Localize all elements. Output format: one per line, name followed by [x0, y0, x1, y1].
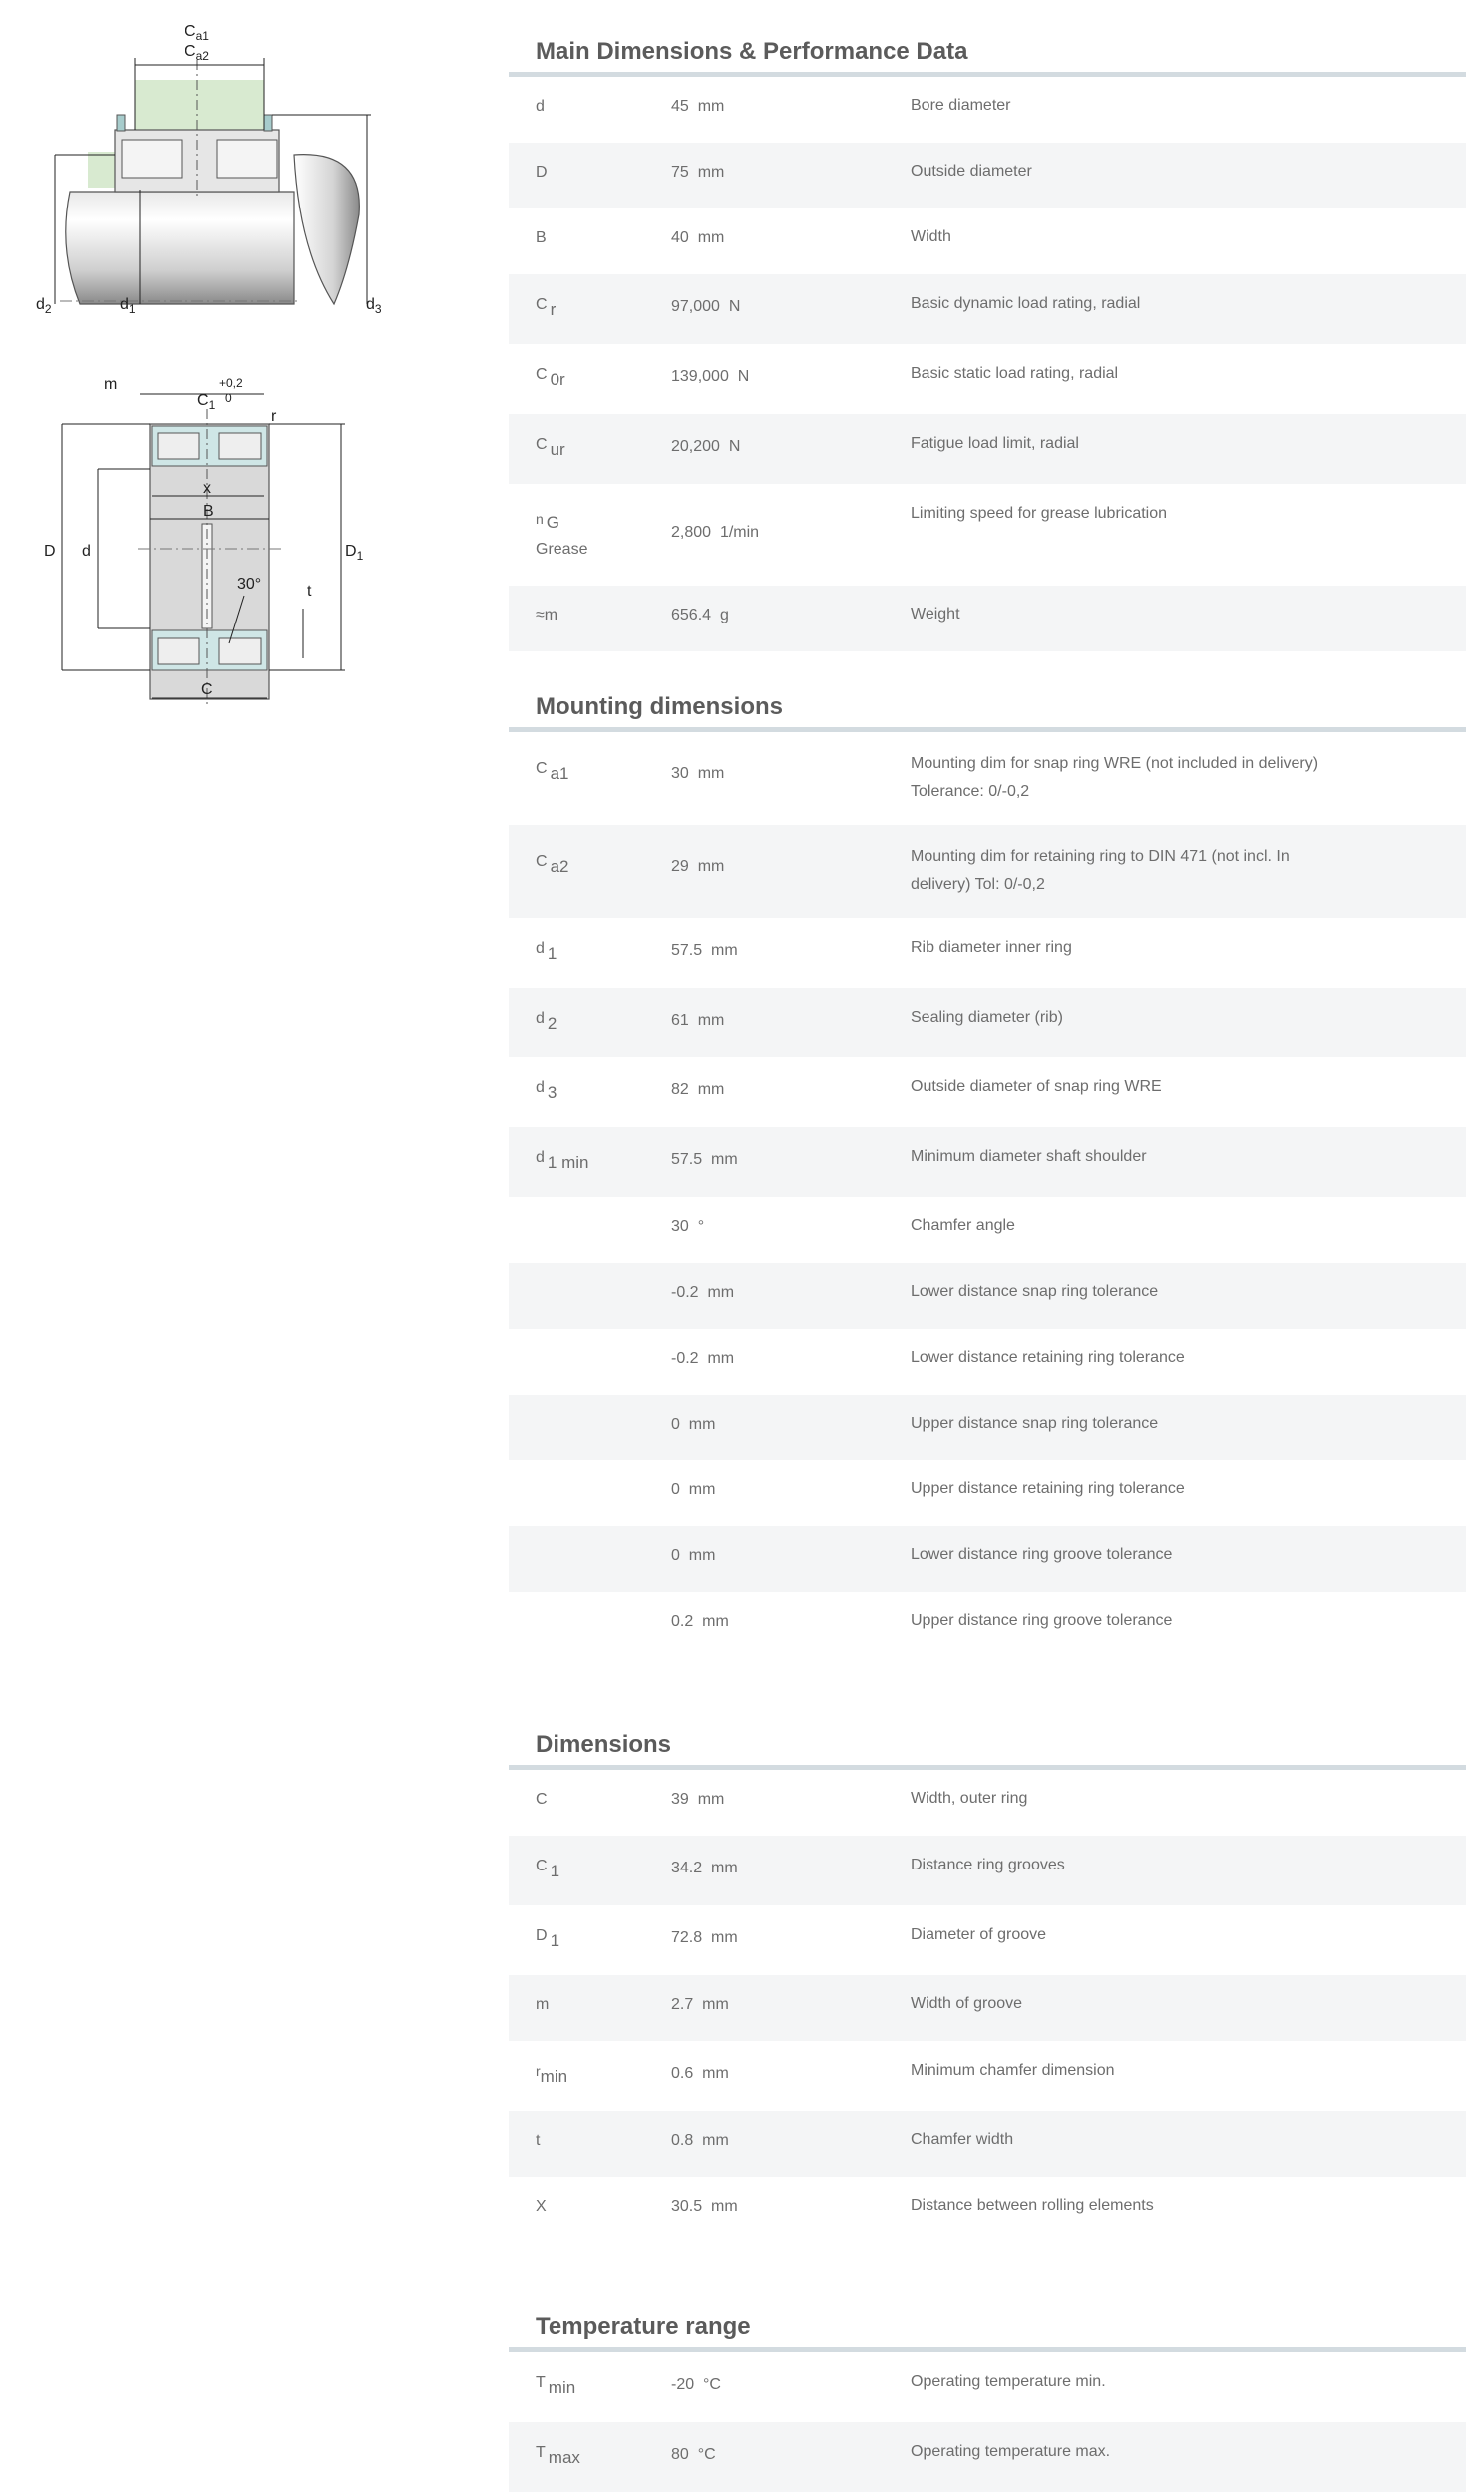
row-value: 72.8	[671, 1929, 703, 1946]
row-unit: mm	[711, 1929, 738, 1946]
row-symbol-sub: 0r	[550, 370, 565, 389]
m-label: m	[104, 376, 118, 393]
row-symbol: C	[536, 1791, 548, 1808]
d3-label: $d_3$	[366, 296, 382, 316]
row-value: 0	[671, 1547, 680, 1564]
row-unit: mm	[711, 2198, 738, 2215]
row-symbol: C	[536, 853, 548, 870]
row-description: Basic dynamic load rating, radial	[911, 295, 1141, 312]
row-unit: mm	[711, 1151, 738, 1168]
table-row	[509, 1263, 1466, 1329]
row-description: Lower distance retaining ring tolerance	[911, 1349, 1185, 1366]
row-description: Minimum diameter shaft shoulder	[911, 1148, 1147, 1165]
row-symbol-line2: Grease	[536, 541, 588, 558]
table-row	[509, 1592, 1466, 1658]
row-symbol-sub: ur	[550, 440, 565, 459]
row-value: 57.5	[671, 942, 703, 959]
table-row	[509, 344, 1466, 414]
shaft	[66, 192, 294, 304]
row-value: 34.2	[671, 1860, 703, 1876]
t-label: t	[307, 583, 312, 600]
ca2-label: $C_{a2}$	[185, 43, 209, 63]
row-unit: mm	[688, 1547, 716, 1564]
row-description: Minimum chamfer dimension	[911, 2062, 1115, 2079]
housing-green	[135, 80, 264, 132]
row-value: 39	[671, 1791, 689, 1808]
snap-ring-left	[117, 115, 125, 131]
row-description: Rib diameter inner ring	[911, 939, 1072, 956]
table-row	[509, 732, 1466, 825]
row-description: Distance ring grooves	[911, 1857, 1065, 1873]
row-description: Basic static load rating, radial	[911, 365, 1119, 382]
row-symbol: n	[536, 511, 544, 527]
row-symbol: D	[536, 164, 548, 181]
row-description: Fatigue load limit, radial	[911, 435, 1079, 452]
table-row	[509, 2422, 1466, 2492]
row-value: -0.2	[671, 1284, 699, 1301]
table-row	[509, 1975, 1466, 2041]
table-row	[509, 2177, 1466, 2243]
row-description: Sealing diameter (rib)	[911, 1009, 1063, 1026]
row-value: 0.2	[671, 1613, 694, 1630]
table-row	[509, 484, 1466, 586]
roller-bottom-right	[219, 638, 261, 664]
row-symbol: ≈m	[536, 607, 558, 623]
table-row	[509, 918, 1466, 988]
row-symbol: C	[536, 436, 548, 453]
row-symbol-sub: min	[548, 2378, 576, 2397]
bearing-technical-drawing	[0, 0, 419, 718]
row-description: Limiting speed for grease lubrication	[911, 505, 1168, 522]
row-symbol-sub: 1	[547, 944, 557, 963]
row-symbol: r	[536, 2063, 541, 2079]
row-description: Width	[911, 228, 951, 245]
table-row	[509, 825, 1466, 918]
table-row	[509, 586, 1466, 651]
row-unit: mm	[697, 1791, 725, 1808]
row-description: Outside diameter	[911, 163, 1032, 180]
row-unit: mm	[697, 229, 725, 246]
row-unit: mm	[697, 98, 725, 115]
c-label: C	[201, 681, 213, 698]
section-title-main: Main Dimensions & Performance Data	[509, 38, 1466, 77]
table-row	[509, 77, 1466, 143]
row-value: 61	[671, 1012, 689, 1029]
roller-left	[122, 140, 182, 178]
row-unit: mm	[702, 2132, 729, 2149]
top-drawing	[36, 23, 382, 316]
row-value: 45	[671, 98, 689, 115]
row-unit: mm	[702, 1613, 729, 1630]
roller-top-left	[158, 433, 199, 459]
ca1-label: $C_{a1}$	[185, 23, 209, 43]
shaft-end	[294, 155, 359, 304]
section-main	[509, 38, 1466, 651]
table-row	[509, 1395, 1466, 1460]
section-title-mounting: Mounting dimensions	[509, 693, 1466, 732]
section-mounting	[509, 693, 1466, 1658]
table-row	[509, 143, 1466, 208]
row-unit: mm	[707, 1284, 735, 1301]
row-value: 0	[671, 1416, 680, 1433]
row-symbol: C	[536, 760, 548, 777]
row-description-line2: delivery) Tol: 0/-0,2	[911, 876, 1045, 893]
bearing-drawings	[0, 0, 419, 718]
row-description: Upper distance snap ring tolerance	[911, 1415, 1159, 1432]
D-label: D	[44, 543, 56, 560]
row-unit: mm	[707, 1350, 735, 1367]
row-value: 20,200	[671, 438, 720, 455]
row-unit: 1/min	[719, 524, 760, 541]
row-symbol: d	[536, 1079, 545, 1096]
row-value: 29	[671, 858, 689, 875]
row-unit: N	[728, 298, 741, 315]
row-description: Upper distance retaining ring tolerance	[911, 1480, 1185, 1497]
table-row	[509, 1905, 1466, 1975]
table-mounting	[509, 732, 1466, 1658]
roller-right	[217, 140, 277, 178]
row-value: 30	[671, 1218, 689, 1235]
table-row	[509, 1329, 1466, 1395]
row-symbol: t	[536, 2132, 541, 2149]
row-value: 2,800	[671, 524, 712, 541]
row-symbol-sub: r	[550, 300, 556, 319]
d-label: d	[82, 543, 91, 560]
row-description: Weight	[911, 606, 960, 623]
table-row	[509, 1057, 1466, 1127]
row-symbol: d	[536, 1010, 545, 1027]
row-symbol-sub: 1 min	[547, 1153, 589, 1172]
row-value: 139,000	[671, 368, 729, 385]
row-symbol: m	[536, 1996, 550, 2013]
row-description: Mounting dim for retaining ring to DIN 471 (not incl. In	[911, 848, 1290, 865]
row-unit: °	[697, 1218, 705, 1235]
b-label: B	[203, 503, 214, 520]
row-unit: mm	[697, 765, 725, 782]
row-description: Diameter of groove	[911, 1926, 1047, 1943]
row-symbol: d	[536, 1149, 545, 1166]
table-row	[509, 208, 1466, 274]
row-symbol: C	[536, 296, 548, 313]
table-main	[509, 77, 1466, 651]
row-value: 656.4	[671, 607, 712, 623]
row-unit: N	[737, 368, 750, 385]
row-value: 30.5	[671, 2198, 703, 2215]
table-row	[509, 1460, 1466, 1526]
row-value: 0.6	[671, 2065, 694, 2082]
r-label: r	[271, 408, 277, 425]
table-row	[509, 274, 1466, 344]
row-description: Upper distance ring groove tolerance	[911, 1612, 1173, 1629]
table-row	[509, 414, 1466, 484]
row-symbol: d	[536, 940, 545, 957]
row-unit: mm	[697, 1081, 725, 1098]
angle-label: 30°	[237, 576, 262, 593]
row-value: 80	[671, 2446, 689, 2463]
row-value: 57.5	[671, 1151, 703, 1168]
section-dimensions	[509, 1731, 1466, 2243]
row-symbol-sub: 2	[547, 1014, 557, 1033]
table-row	[509, 2111, 1466, 2177]
row-description: Chamfer angle	[911, 1217, 1015, 1234]
row-symbol: X	[536, 2198, 547, 2215]
row-unit: mm	[711, 942, 738, 959]
row-value: 82	[671, 1081, 689, 1098]
row-symbol: D	[536, 1927, 548, 1944]
row-value: 0.8	[671, 2132, 694, 2149]
x-label: x	[203, 480, 211, 497]
row-description: Mounting dim for snap ring WRE (not included in delivery)	[911, 755, 1319, 772]
row-symbol: C	[536, 1858, 548, 1874]
bottom-drawing	[44, 376, 364, 708]
table-row	[509, 1770, 1466, 1836]
row-description: Width, outer ring	[911, 1790, 1028, 1807]
row-symbol-sub: a1	[550, 764, 569, 783]
row-description: Lower distance snap ring tolerance	[911, 1283, 1159, 1300]
table-row	[509, 1127, 1466, 1197]
table-row	[509, 1836, 1466, 1905]
row-description: Operating temperature min.	[911, 2373, 1106, 2390]
row-symbol-sub: G	[546, 513, 560, 532]
row-symbol: C	[536, 366, 548, 383]
row-symbol-sub: max	[548, 2448, 580, 2467]
row-value: 30	[671, 765, 689, 782]
d2-label: $d_2$	[36, 296, 52, 316]
row-unit: mm	[711, 1860, 738, 1876]
row-unit: mm	[697, 1012, 725, 1029]
row-unit: mm	[702, 2065, 729, 2082]
roller-top-right	[219, 433, 261, 459]
row-description-line2: Tolerance: 0/-0,2	[911, 783, 1030, 800]
table-row	[509, 1526, 1466, 1592]
row-value: 97,000	[671, 298, 720, 315]
table-row	[509, 1197, 1466, 1263]
row-symbol: T	[536, 2444, 546, 2461]
row-value: -0.2	[671, 1350, 699, 1367]
row-unit: mm	[697, 164, 725, 181]
section-temperature	[509, 2313, 1466, 2492]
row-symbol: T	[536, 2374, 546, 2391]
row-description: Distance between rolling elements	[911, 2197, 1154, 2214]
row-symbol: B	[536, 229, 547, 246]
snap-ring-right	[264, 115, 272, 131]
row-description: Width of groove	[911, 1995, 1023, 2012]
seal-green	[88, 152, 116, 188]
table-row	[509, 2041, 1466, 2111]
section-title-dimensions: Dimensions	[509, 1731, 1466, 1770]
row-symbol-sub: a2	[550, 857, 569, 876]
table-row	[509, 2352, 1466, 2422]
row-symbol-sub: min	[540, 2067, 568, 2086]
section-title-temperature: Temperature range	[509, 2313, 1466, 2352]
roller-bottom-left	[158, 638, 199, 664]
row-value: 40	[671, 229, 689, 246]
row-unit: mm	[688, 1416, 716, 1433]
row-symbol-sub: 1	[550, 1862, 560, 1880]
row-description: Lower distance ring groove tolerance	[911, 1546, 1173, 1563]
tolerance-upper: +0,2	[219, 376, 243, 390]
row-value: 2.7	[671, 1996, 694, 2013]
row-unit: mm	[688, 1481, 716, 1498]
table-dimensions	[509, 1770, 1466, 2243]
tolerance-lower: 0	[225, 391, 232, 405]
row-value: -20	[671, 2376, 695, 2393]
row-symbol: d	[536, 98, 545, 115]
row-unit: °C	[697, 2446, 716, 2463]
row-unit: N	[728, 438, 741, 455]
D1-label: $D_1$	[345, 543, 364, 563]
c1-label: $C_1$	[197, 392, 216, 412]
row-description: Outside diameter of snap ring WRE	[911, 1078, 1162, 1095]
row-value: 0	[671, 1481, 680, 1498]
row-unit: °C	[703, 2376, 721, 2393]
row-symbol-sub: 1	[550, 1931, 560, 1950]
row-description: Chamfer width	[911, 2131, 1014, 2148]
row-unit: g	[719, 607, 729, 623]
table-row	[509, 988, 1466, 1057]
row-description: Operating temperature max.	[911, 2443, 1111, 2460]
row-symbol-sub: 3	[547, 1083, 557, 1102]
row-value: 75	[671, 164, 689, 181]
row-unit: mm	[702, 1996, 729, 2013]
d1-label: $d_1$	[120, 296, 136, 316]
table-temperature	[509, 2352, 1466, 2492]
row-unit: mm	[697, 858, 725, 875]
row-description: Bore diameter	[911, 97, 1011, 114]
